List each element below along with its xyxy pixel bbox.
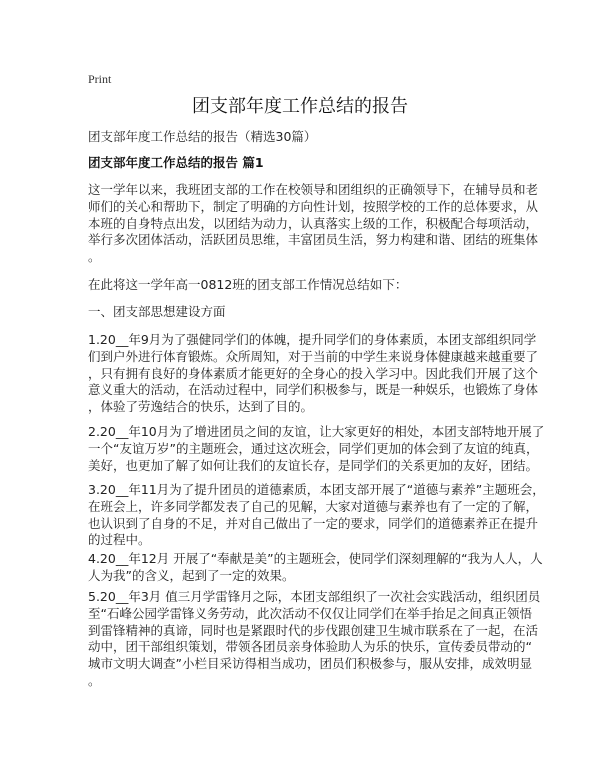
paragraph-line: 本班的自身特点出发，以团结为动力，认真落实上级的工作，积极配合每项活动， [88, 215, 539, 231]
paragraph-line: 举行多次团体活动，活跃团员思维，丰富团员生活，努力构建和谐、团结的班集体 [88, 232, 539, 248]
paragraph-line: 动中，团干部组织策划，带领各团员亲身体验助人为乐的快乐，宣传委员带动的“ [88, 639, 532, 655]
paragraph-line: 的过程中。 [88, 532, 151, 548]
paragraph [88, 482, 545, 549]
document-title: 团支部年度工作总结的报告 [192, 96, 408, 117]
paragraph-line: 4.20__年12月 开展了“奉献是美”的主题班会，使同学们深刻理解的“我为人人，人 [88, 551, 543, 566]
paragraph-line: 2.20__年10月为了增进团员之间的友谊，让大家更好的相处，本团支部特地开展了 [88, 424, 545, 439]
paragraph-line: 。 [88, 249, 101, 265]
paragraph [88, 551, 543, 585]
paragraph-line: 师们的关心和帮助下，制定了明确的方向性计划，按照学校的工作的总体要求，从 [88, 198, 539, 214]
paragraph [88, 589, 541, 690]
print-link[interactable]: Print [88, 72, 112, 86]
paragraph-line: 5.20__年3月 值三月学雷锋月之际，本团支部组织了一次社会实践活动，组织团员 [88, 589, 541, 604]
paragraph-line: ，只有拥有良好的身体素质才能更好的全身心的投入学习中。因此我们开展了这个 [88, 365, 539, 381]
paragraph-line: ，体验了劳逸结合的快乐，达到了目的。 [88, 399, 314, 415]
paragraph-line: 。 [88, 672, 101, 688]
paragraph-line: 城市文明大调查”小栏目采访得相当成功，团员们积极参与，服从安排，成效明显 [88, 656, 532, 672]
paragraph-line: 在此将这一学年高一0812班的团支部工作情况总结如下： [88, 277, 408, 292]
paragraph-line: 这一学年以来，我班团支部的工作在校领导和团组织的正确领导下，在辅导员和老 [88, 182, 539, 197]
paragraph-line: 们到户外进行体育锻炼。众所周知，对于当前的中学生来说身体健康越来越重要了 [88, 348, 539, 364]
paragraph [88, 332, 539, 416]
paragraph-line: 意义重大的活动，在活动过程中，同学们积极参与，既是一种娱乐，也锻炼了身体 [88, 382, 539, 398]
paragraph [88, 424, 545, 474]
paragraph-line: 在班会上，许多同学都发表了自己的见解，大家对道德与素养也有了一定的了解， [88, 498, 539, 514]
paragraph [88, 277, 528, 294]
paragraph-line: 人为我”的含义，起到了一定的效果。 [88, 567, 295, 583]
paragraph [88, 304, 528, 321]
paragraph-line: 1.20__年9月为了强健同学们的体魄，提升同学们的身体素质，本团支部组织同学 [88, 332, 537, 347]
paragraph-line: 3.20__年11月为了提升团员的道德素质，本团支部开展了“道德与素养”主题班会， [88, 482, 545, 497]
paragraph-line: 至“石峰公园学雷锋义务劳动，此次活动不仅仅让同学们在举手抬足之间真正领悟 [88, 605, 532, 621]
paragraph-line: 一、团支部思想建设方面 [88, 304, 226, 319]
paragraph-line: 美好，也更加了解了如何让我们的友谊长存，是同学们的关系更加的友好，团结。 [88, 457, 539, 473]
document-subtitle: 团支部年度工作总结的报告（精选30篇） [88, 129, 317, 144]
paragraph-line: 一个“友谊万岁”的主题班会，通过这次班会，同学们更加的体会到了友谊的纯真， [88, 440, 539, 456]
paragraph [88, 182, 539, 266]
section-heading: 团支部年度工作总结的报告 篇1 [88, 155, 264, 170]
paragraph-line: 也认识到了自身的不足，并对自己做出了一定的要求，同学们的道德素养正在提升 [88, 515, 539, 531]
paragraph-line: 到雷锋精神的真谛，同时也是紧跟时代的步伐跟创建卫生城市联系在了一起，在活 [88, 622, 539, 638]
